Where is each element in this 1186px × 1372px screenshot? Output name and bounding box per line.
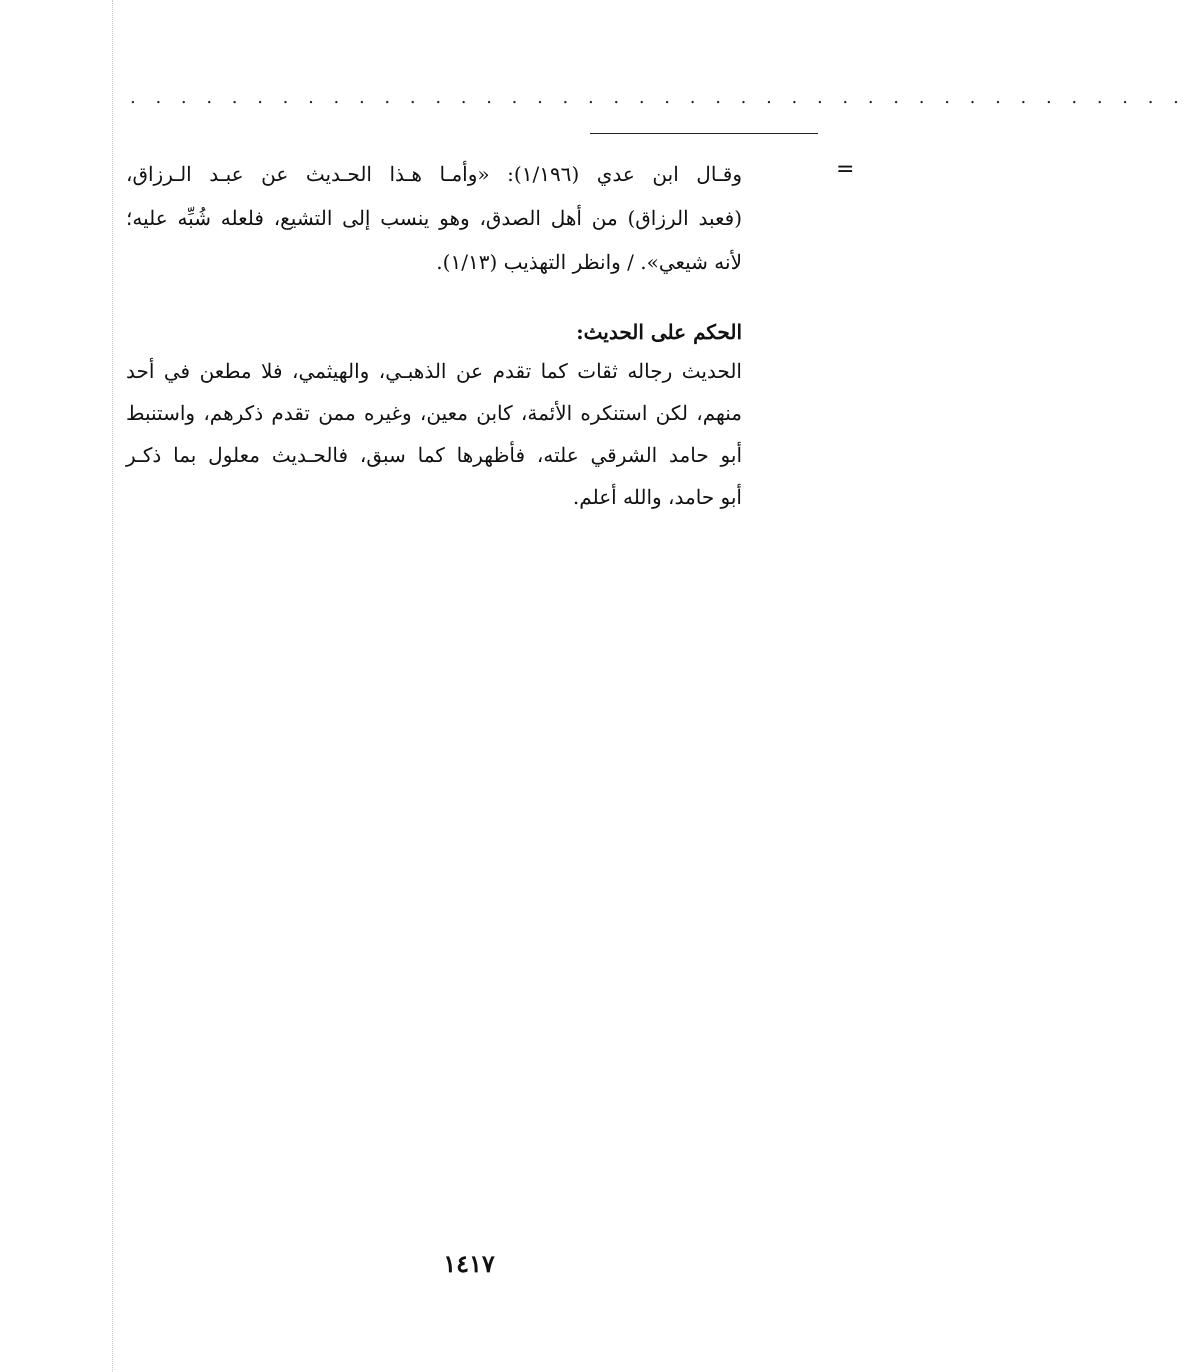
footnote-continuation-mark: = bbox=[836, 157, 855, 182]
footnote-line: لأنه شيعي». / وانظر التهذيب (١/١٣). bbox=[436, 250, 742, 274]
section-heading: الحكم على الحديث: bbox=[576, 320, 742, 344]
footnote-separator-rule bbox=[590, 133, 818, 134]
dotted-separator: . . . . . . . . . . . . . . . . . . . . . . . . . . . . . . . . . . . . . . . . . . bbox=[130, 87, 1186, 108]
footnote-line: وقـال ابن عدي (١/١٩٦): «وأمـا هـذا الحـديث عن عبـد الـرزاق، bbox=[126, 162, 743, 186]
paragraph-line: أبو حامد، والله أعلم. bbox=[572, 485, 742, 509]
paragraph-line: أبو حامد الشرقي علته، فأظهرها كما سبق، فالحـديث معلول بما ذكـر bbox=[126, 443, 742, 467]
margin-dotted-line bbox=[112, 0, 113, 1372]
page-number: ١٤١٧ bbox=[443, 1249, 495, 1278]
paragraph-line: منهم، لكن استنكره الأئمة، كابن معين، وغيره ممن تقدم ذكرهم، واستنبط bbox=[126, 401, 742, 425]
paragraph-line: الحديث رجاله ثقات كما تقدم عن الذهبـي، والهيثمي، فلا مطعن في أحد bbox=[126, 359, 742, 383]
footnote-text bbox=[126, 152, 742, 284]
footnote-line: (فعبد الرزاق) من أهل الصدق، وهو ينسب إلى التشيع، فلعله شُبِّه عليه؛ bbox=[126, 206, 742, 230]
ruling-paragraph bbox=[126, 350, 742, 518]
